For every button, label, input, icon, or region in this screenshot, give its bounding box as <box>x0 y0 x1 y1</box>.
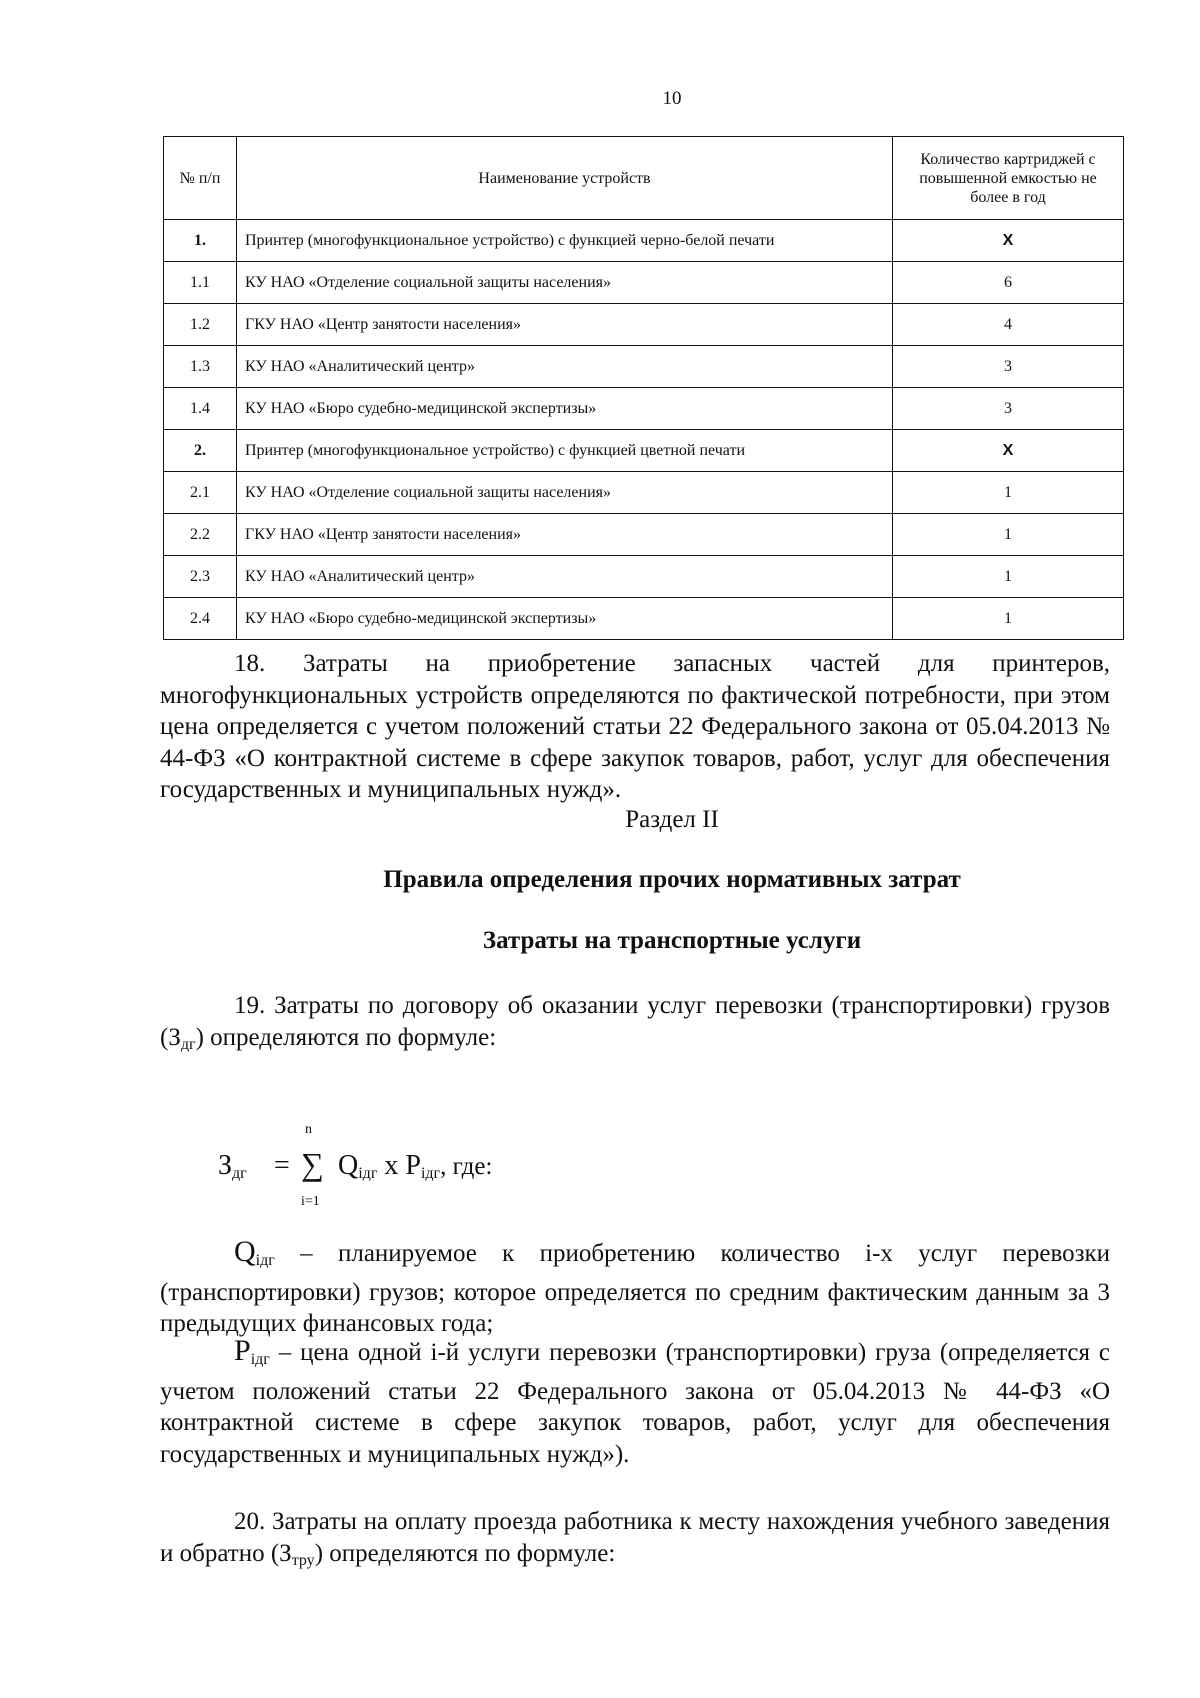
p20-text-before: 20. Затраты на оплату проезда работника к месту нахождения учебного заведения и обратно (З <box>160 1508 1110 1567</box>
p19-text-before: 19. Затраты по договору об оказании услуг перевозки (транспортировки) грузов (З <box>160 992 1110 1051</box>
header-name: Наименование устройств <box>237 137 893 220</box>
row-quantity: 6 <box>893 262 1124 304</box>
row-name: КУ НАО «Отделение социальной защиты населения» <box>237 262 893 304</box>
row-name: КУ НАО «Бюро судебно-медицинской экспертизы» <box>237 388 893 430</box>
def-p-symbol: P <box>234 1334 251 1367</box>
row-name: КУ НАО «Отделение социальной защиты населения» <box>237 472 893 514</box>
table-row <box>164 304 1124 346</box>
formula-lhs: $З_{дг}$ <box>218 1150 247 1182</box>
row-number: 2.1 <box>164 472 237 514</box>
cartridge-table <box>163 136 1124 640</box>
paragraph-20 <box>160 1506 1110 1576</box>
paragraph-18: 18. Затраты на приобретение запасных частей для принтеров, многофункциональных устройств определяются по фактической потребности, при этом цена определяется с учетом положений статьи 22 Федерального закона от 05.04.2013 № 44-ФЗ «О контрактной системе в сфере закупок товаров, работ, услуг для обеспечения государственных и муниципальных нужд». <box>160 650 1110 803</box>
p19-text-after: ) определяются по формуле: <box>195 1023 497 1051</box>
table-row <box>164 556 1124 598</box>
row-number: 2. <box>164 430 237 472</box>
row-quantity: 1 <box>893 514 1124 556</box>
table-body <box>164 220 1124 640</box>
formula-lower-limit: i=1 <box>301 1194 320 1209</box>
row-number: 1.2 <box>164 304 237 346</box>
table-row <box>164 514 1124 556</box>
table-header-row <box>164 137 1124 220</box>
table-row <box>164 388 1124 430</box>
row-quantity: 1 <box>893 598 1124 640</box>
row-name: КУ НАО «Аналитический центр» <box>237 346 893 388</box>
formula-upper-limit: n <box>305 1122 312 1137</box>
p20-text-after: ) определяются по формуле: <box>314 1539 616 1567</box>
definition-p <box>160 1335 1110 1470</box>
row-number: 2.4 <box>164 598 237 640</box>
table-row <box>164 346 1124 388</box>
row-name: ГКУ НАО «Центр занятости населения» <box>237 304 893 346</box>
def-q-sub: iдг <box>255 1252 275 1269</box>
row-number: 1.1 <box>164 262 237 304</box>
row-number: 1.4 <box>164 388 237 430</box>
row-quantity: 1 <box>893 472 1124 514</box>
formula-zdg <box>218 1122 718 1218</box>
row-quantity: 1 <box>893 556 1124 598</box>
def-q-text: – планируемое к приобретению количество i-х услуг перевозки (транспортировки) грузов; которое определяется по средним фактическим данным за 3 предыдущих финансовых года; <box>160 1240 1110 1337</box>
def-p-sub: iдг <box>250 1351 270 1368</box>
definition-q <box>160 1236 1110 1340</box>
section-title: Правила определения прочих нормативных затрат <box>383 866 961 893</box>
row-number: 1. <box>164 220 237 262</box>
table-row <box>164 220 1124 262</box>
p20-sub: тру <box>291 1551 315 1569</box>
row-number: 2.2 <box>164 514 237 556</box>
p19-sub: дг <box>180 1035 196 1053</box>
sigma-icon: ∑ <box>301 1146 324 1182</box>
row-name: КУ НАО «Аналитический центр» <box>237 556 893 598</box>
row-quantity: 3 <box>893 346 1124 388</box>
row-name: Принтер (многофункциональное устройство) с функцией цветной печати <box>237 430 893 472</box>
paragraph-19 <box>160 990 1110 1060</box>
page-number: 10 <box>662 88 682 109</box>
row-quantity: X <box>893 430 1124 472</box>
row-name: КУ НАО «Бюро судебно-медицинской экспертизы» <box>237 598 893 640</box>
header-num: № п/п <box>164 137 237 220</box>
row-quantity: 3 <box>893 388 1124 430</box>
section-label: Раздел II <box>625 806 719 833</box>
row-quantity: X <box>893 220 1124 262</box>
formula-equals: = <box>274 1150 290 1181</box>
subsection-title: Затраты на транспортные услуги <box>482 927 862 954</box>
table-row <box>164 598 1124 640</box>
row-name: Принтер (многофункциональное устройство) с функцией черно-белой печати <box>237 220 893 262</box>
def-q-symbol: Q <box>234 1235 256 1268</box>
def-p-text: – цена одной i-й услуги перевозки (транспортировки) груза (определяется с учетом положений статьи 22 Федерального закона от 05.04.2013 № 44-ФЗ «О контрактной системе в сфере закупок товаров, работ, услуг для обеспечения государственных и муниципальных нужд»). <box>160 1339 1110 1468</box>
table-row <box>164 430 1124 472</box>
row-number: 2.3 <box>164 556 237 598</box>
table-row <box>164 472 1124 514</box>
header-qty: Количество картриджей с повышенной емкостью не более в год <box>893 137 1124 220</box>
table-row <box>164 262 1124 304</box>
row-name: ГКУ НАО «Центр занятости населения» <box>237 514 893 556</box>
row-quantity: 4 <box>893 304 1124 346</box>
formula-rhs: $Q_{iдг}$ x $P_{iдг}$, где: <box>338 1150 493 1182</box>
row-number: 1.3 <box>164 346 237 388</box>
